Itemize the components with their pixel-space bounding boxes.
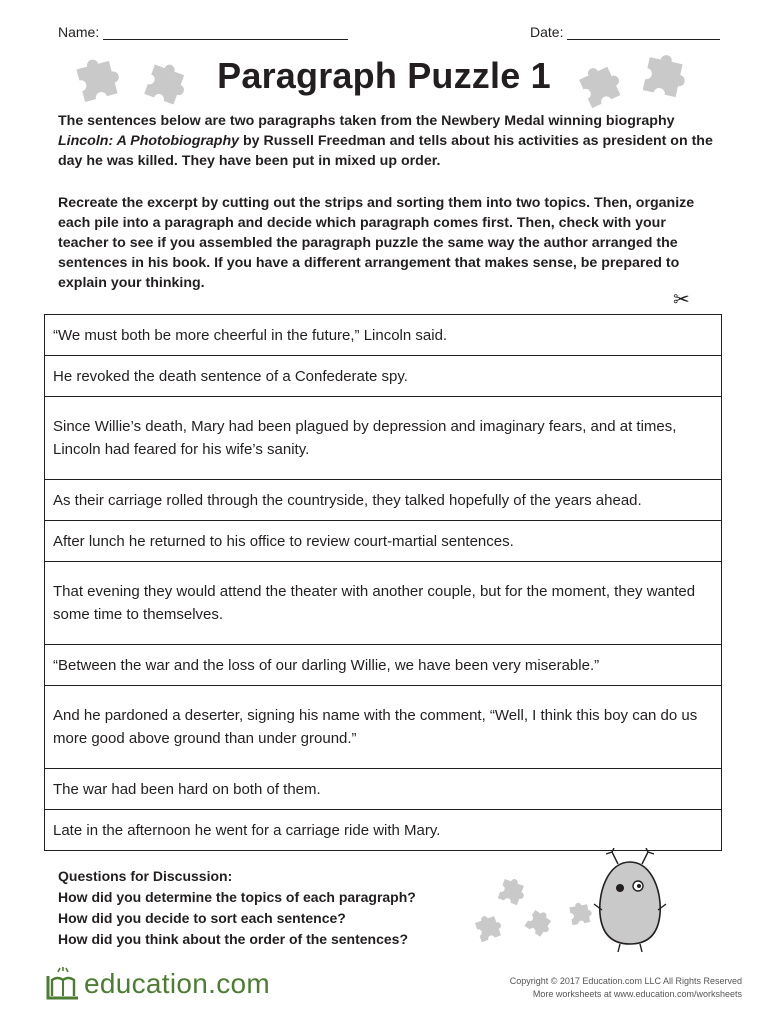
puzzle-piece-icon — [472, 910, 506, 944]
puzzle-piece-icon — [496, 874, 530, 908]
intro-text-before: The sentences below are two paragraphs taken from the Newbery Medal winning biography — [58, 113, 675, 129]
name-line[interactable] — [103, 25, 348, 40]
strip-text: The war had been hard on both of them. — [53, 780, 321, 798]
sentence-strip[interactable] — [44, 480, 722, 521]
sentence-strip[interactable] — [44, 356, 722, 397]
question-item: How did you think about the order of the sentences? — [58, 931, 409, 947]
sentence-strip[interactable] — [44, 397, 722, 480]
copyright-text: Copyright © 2017 Education.com LLC All Rights Reserved — [509, 976, 742, 986]
strip-text: “Between the war and the loss of our darling Willie, we have been very miserable.” — [53, 656, 600, 674]
intro-paragraph-2: Recreate the excerpt by cutting out the strips and sorting them into two topics. Then, organize each pile into a paragraph and decide which paragraph comes first. Then, check with your teacher to see if you assembled the paragraph puzzle the same way the author arranged the sentences in his book. If you have a different arrangement that makes sense, be prepared to explain your thinking. — [58, 195, 695, 291]
sentence-strip[interactable] — [44, 810, 722, 851]
date-field[interactable] — [530, 24, 720, 40]
scissors-icon: ✂ — [673, 289, 690, 311]
strip-text: After lunch he returned to his office to review court-martial sentences. — [53, 532, 514, 550]
question-item: How did you determine the topics of each paragraph? — [58, 889, 416, 905]
strip-text: Since Willie’s death, Mary had been plagued by depression and imaginary fears, and at times, Lincoln had feared for his wife’s sanity. — [53, 418, 677, 458]
date-label: Date: — [530, 24, 564, 40]
strip-text: That evening they would attend the theater with another couple, but for the moment, they wanted some time to themselves. — [53, 583, 696, 623]
education-logo-text[interactable]: education.com — [84, 968, 271, 999]
more-worksheets-link[interactable]: More worksheets at www.education.com/worksheets — [532, 989, 742, 999]
strip-text: As their carriage rolled through the countryside, they talked hopefully of the years ahead. — [53, 491, 642, 509]
strip-text: And he pardoned a deserter, signing his name with the comment, “Well, I think this boy can do us more good above ground than under ground.” — [53, 707, 698, 747]
discussion-questions — [58, 866, 416, 950]
copyright-notice — [510, 975, 742, 1001]
sentence-strip[interactable] — [44, 521, 722, 562]
name-label: Name: — [58, 24, 100, 40]
intro-text-after: by Russell Freedman and tells about his activities as president on the day he was killed. They have been put in mixed up order. — [58, 133, 713, 169]
intro-paragraph-1 — [58, 111, 718, 171]
sentence-strip[interactable] — [44, 315, 722, 356]
book-title: Lincoln: A Photobiography — [58, 133, 240, 149]
date-line[interactable] — [567, 25, 720, 40]
sentence-strip[interactable] — [44, 562, 722, 645]
sentence-strip[interactable] — [44, 686, 722, 769]
puzzle-piece-icon — [524, 906, 556, 940]
education-logo-icon — [44, 966, 82, 1002]
strip-text: Late in the afternoon he went for a carriage ride with Mary. — [53, 821, 441, 839]
sentence-strip[interactable] — [44, 769, 722, 810]
name-field[interactable] — [58, 24, 348, 40]
sentence-strip[interactable] — [44, 645, 722, 686]
strip-text: “We must both be more cheerful in the future,” Lincoln said. — [53, 326, 448, 344]
mascot-illustration — [590, 848, 670, 954]
question-item: How did you decide to sort each sentence? — [58, 910, 346, 926]
questions-heading: Questions for Discussion: — [58, 868, 233, 884]
sentence-strips — [44, 314, 722, 851]
page-title: Paragraph Puzzle 1 — [217, 55, 551, 96]
strip-text: He revoked the death sentence of a Confederate spy. — [53, 367, 408, 385]
